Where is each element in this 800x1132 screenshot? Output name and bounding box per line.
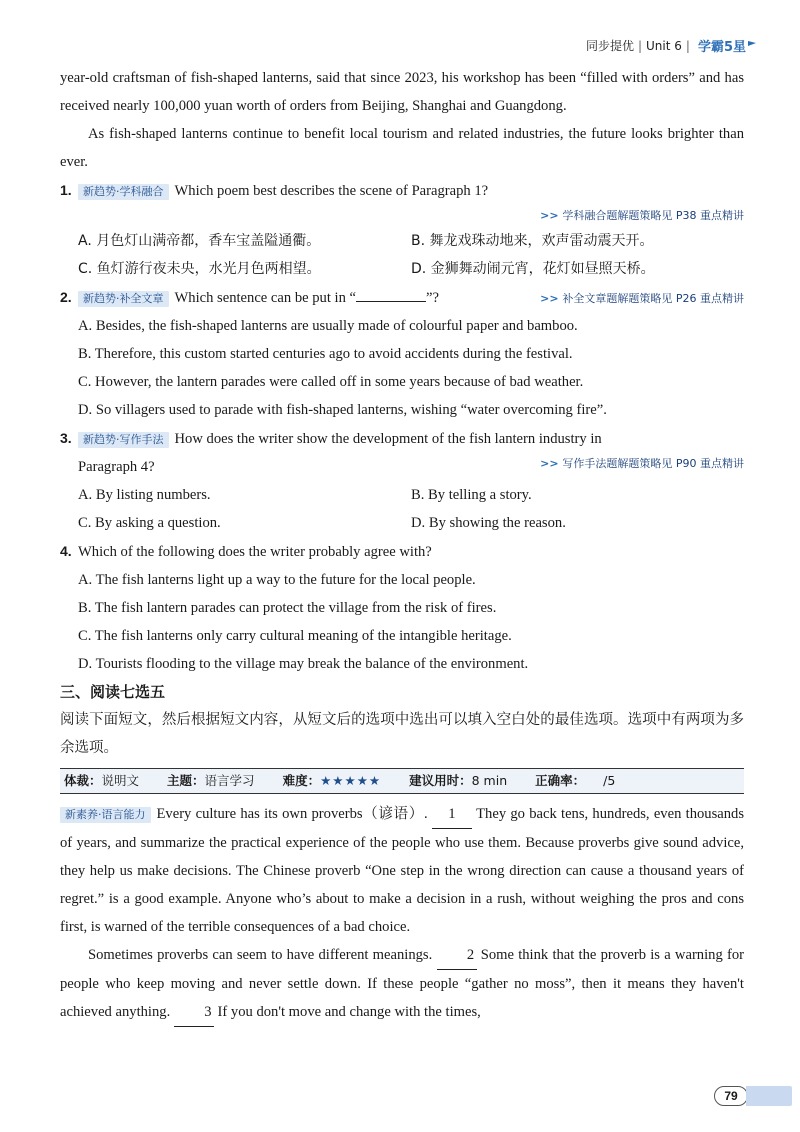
brand-flag-icon <box>746 40 758 52</box>
question-tag: 新趋势·写作手法 <box>78 432 169 448</box>
time-value: 8 min <box>471 773 508 788</box>
option-d[interactable]: D. Tourists flooding to the village may break the balance of the environment. <box>78 656 529 672</box>
passage-text: They go back tens, hundreds, even thousands of years, and summarize the practical experience of the people who use them. Because proverbs give sound advice, they help us make decisions. The Chinese proverb “One step in the wrong direction can cause a thousand years of regret.” is a good example. Anyone who’s about to make a decision in a rush, without weighing the pros and cons first, is warned of the terrible consequences of a bad choice. <box>60 806 745 935</box>
option-c[interactable]: C. By asking a question. <box>78 515 221 531</box>
passage-text: Every culture has its own proverbs（谚语）. <box>156 806 428 822</box>
topic-value: 语言学习 <box>204 773 255 788</box>
option-a[interactable]: A. By listing numbers. <box>78 487 211 503</box>
passage-paragraph: year-old craftsman of fish-shaped lanterns, said that since 2023, his workshop has been “filled with orders” and has received nearly 100,000 yuan worth of orders from Beijing, Shanghai and Guangdong. <box>60 70 744 114</box>
strategy-hint <box>60 205 744 227</box>
header-series: 同步提优 <box>585 39 634 53</box>
hint-text: 学科融合题解题策略见 P38 重点精讲 <box>562 209 744 222</box>
hint-text: 补全文章题解题策略见 P26 重点精讲 <box>562 292 744 305</box>
strategy-hint <box>540 453 744 481</box>
difficulty-label: 难度： <box>282 773 321 788</box>
passage-tag: 新素养·语言能力 <box>60 807 151 823</box>
question-stem: Which sentence can be put in “ <box>174 290 357 306</box>
option-a[interactable]: A. The fish lanterns light up a way to the future for the local people. <box>78 572 476 588</box>
section-instructions: 阅读下面短文，然后根据短文内容，从短文后的选项中选出可以填入空白处的最佳选项。选项中有两项为多余选项。 <box>60 712 744 756</box>
option-a[interactable]: A. Besides, the fish-shaped lanterns are usually made of colourful paper and bamboo. <box>78 318 578 334</box>
question-number: 4. <box>60 543 72 559</box>
genre-label: 体裁： <box>64 773 102 788</box>
question-4 <box>60 537 744 566</box>
option-d[interactable]: D. By showing the reason. <box>411 515 566 531</box>
passage-text: Some think that the proverb is a warning for people who keep moving and never settle down. If these people “gather no moss”, then it means they haven't achieved anything. <box>60 947 744 1020</box>
blank-2: 2 <box>437 941 477 970</box>
option-b[interactable]: B. The fish lantern parades can protect the village from the risk of fires. <box>78 600 497 616</box>
section-title: 三、阅读七选五 <box>60 683 166 701</box>
double-arrow-icon: >> <box>540 457 563 470</box>
option-a[interactable]: A. 月色灯山满帝都，香车宝盖隘通衢。 <box>78 233 321 249</box>
header-unit: Unit 6 <box>646 38 682 53</box>
option-b[interactable]: B. 舞龙戏珠动地来，欢声雷动震天开。 <box>411 233 654 249</box>
question-stem-cont: Paragraph 4? <box>78 459 155 475</box>
page-header <box>586 36 758 55</box>
difficulty-stars: ★★★★★ <box>320 773 382 788</box>
topic-label: 主题： <box>167 773 205 788</box>
question-number: 1. <box>60 182 72 198</box>
question-tag: 新趋势·学科融合 <box>78 184 169 200</box>
options-list <box>60 312 744 424</box>
passage-text: Sometimes proverbs can seem to have different meanings. <box>88 947 433 963</box>
option-d[interactable]: D. So villagers used to parade with fish-shaped lanterns, wishing “water overcoming fire”. <box>78 402 607 418</box>
option-d[interactable]: D. 金狮舞动闹元宵，花灯如昼照天桥。 <box>411 261 655 277</box>
options-list <box>60 566 744 678</box>
header-separator: | <box>685 38 690 53</box>
options-list <box>60 227 744 283</box>
accuracy-label: 正确率： <box>535 773 586 788</box>
question-tag: 新趋势·补全文章 <box>78 291 169 307</box>
time-label: 建议用时： <box>409 773 472 788</box>
options-list <box>60 481 744 537</box>
passage-paragraph-2 <box>60 941 744 1027</box>
question-3-cont <box>60 453 744 481</box>
question-3 <box>60 424 744 453</box>
genre-value: 说明文 <box>101 773 140 788</box>
main-content <box>60 64 744 1027</box>
question-stem-end: ”? <box>426 290 439 306</box>
question-stem: How does the writer show the development of the fish lantern industry in <box>174 431 602 447</box>
question-1 <box>60 176 744 205</box>
passage-text: If you don't move and change with the times, <box>217 1004 481 1020</box>
strategy-hint <box>540 288 744 310</box>
hint-text: 写作手法题解题策略见 P90 重点精讲 <box>562 457 744 470</box>
option-b[interactable]: B. Therefore, this custom started centuries ago to avoid accidents during the festival. <box>78 346 573 362</box>
question-2 <box>60 283 744 312</box>
question-number: 2. <box>60 289 72 305</box>
double-arrow-icon: >> <box>540 292 563 305</box>
option-c[interactable]: C. 鱼灯游行夜未央，水光月色两相望。 <box>78 261 321 277</box>
question-stem: Which of the following does the writer probably agree with? <box>78 544 432 560</box>
option-c[interactable]: C. The fish lanterns only carry cultural meaning of the intangible heritage. <box>78 628 512 644</box>
double-arrow-icon: >> <box>540 209 563 222</box>
blank-3: 3 <box>174 998 214 1027</box>
answer-blank <box>356 287 426 302</box>
header-brand: 学霸5星 <box>697 40 746 55</box>
info-bar <box>60 768 744 794</box>
header-separator: | <box>637 38 643 53</box>
accuracy-value: /5 <box>603 773 616 788</box>
option-c[interactable]: C. However, the lantern parades were called off in some years because of bad weather. <box>78 374 584 390</box>
passage-paragraph: As fish-shaped lanterns continue to benefit local tourism and related industries, the future looks brighter than ever. <box>60 126 744 170</box>
option-b[interactable]: B. By telling a story. <box>411 487 532 503</box>
page-number: 79 <box>714 1086 748 1106</box>
question-stem: Which poem best describes the scene of Paragraph 1? <box>174 183 489 199</box>
blank-1: 1 <box>432 800 472 829</box>
page-tab-decoration <box>746 1086 792 1106</box>
question-number: 3. <box>60 430 72 446</box>
passage-paragraph-1 <box>60 800 744 941</box>
